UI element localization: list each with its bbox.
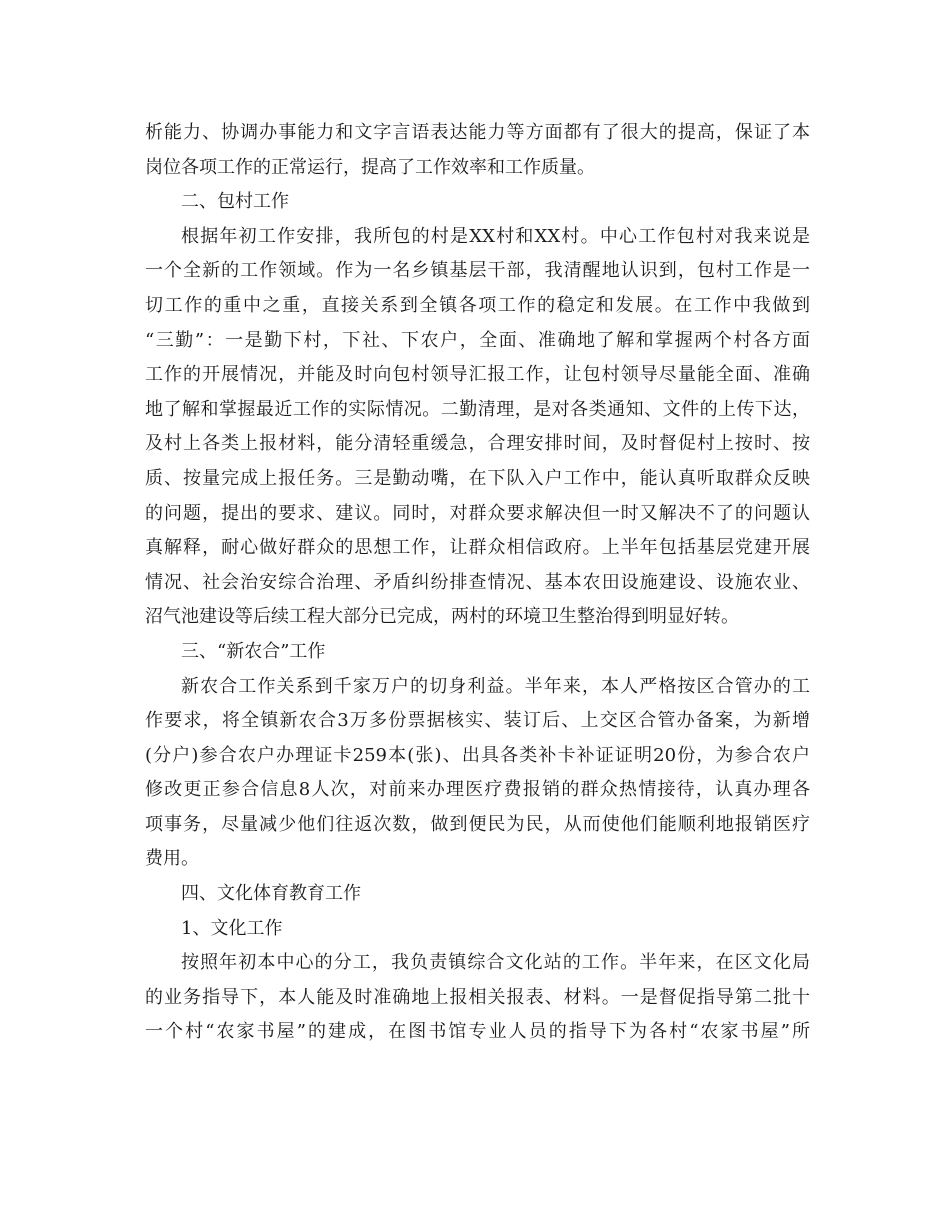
paragraph-line: 根据年初工作安排，我所包的村是XX村和XX村。中心工作包村对我来说是: [181, 225, 810, 247]
paragraph-line: 地了解和掌握最近工作的实际情况。二勤清理，是对各类通知、文件的上传下达，: [145, 398, 810, 420]
section-heading: 三、“新农合”工作: [181, 640, 326, 662]
section-heading: 四、文化体育教育工作: [181, 883, 361, 905]
paragraph-line: 费用。: [145, 848, 199, 870]
paragraph-line: 按照年初本中心的分工，我负责镇综合文化站的工作。半年来，在区文化局: [181, 952, 810, 974]
paragraph-line: 新农合工作关系到千家万户的切身利益。半年来，本人严格按区合管办的工: [181, 675, 810, 697]
paragraph-line: 项事务，尽量减少他们往返次数，做到便民为民，从而使他们能顺利地报销医疗: [145, 813, 810, 835]
paragraph-line: 一个村“农家书屋”的建成，在图书馆专业人员的指导下为各村“农家书屋”所: [145, 1021, 810, 1043]
document-body: [145, 116, 810, 1050]
paragraph-line: 沼气池建设等后续工程大部分已完成，两村的环境卫生整治得到明显好转。: [145, 606, 739, 628]
paragraph-line: (分户)参合农户办理证卡259本(张)、出具各类补卡补证证明20份，为参合农户: [145, 744, 810, 766]
paragraph-line: 的业务指导下，本人能及时准确地上报相关报表、材料。一是督促指导第二批十: [145, 986, 810, 1008]
paragraph-line: 作要求，将全镇新农合3万多份票据核实、装订后、上交区合管办备案，为新增: [145, 710, 810, 732]
paragraph-line: 及村上各类上报材料，能分清轻重缓急，合理安排时间，及时督促村上按时、按: [145, 433, 810, 455]
paragraph-line: 修改更正参合信息8人次，对前来办理医疗费报销的群众热情接待，认真办理各: [145, 779, 810, 801]
paragraph-line: 工作的开展情况，并能及时向包村领导汇报工作，让包村领导尽量能全面、准确: [145, 364, 810, 386]
section-heading: 二、包村工作: [181, 191, 289, 213]
paragraph-line: 岗位各项工作的正常运行，提高了工作效率和工作质量。: [145, 156, 595, 178]
paragraph-line: 质、按量完成上报任务。三是勤动嘴，在下队入户工作中，能认真听取群众反映: [145, 467, 810, 489]
paragraph-line: 的问题，提出的要求、建议。同时，对群众要求解决但一时又解决不了的问题认: [145, 502, 810, 524]
paragraph-line: 析能力、协调办事能力和文字言语表达能力等方面都有了很大的提高，保证了本: [145, 122, 810, 143]
paragraph-line: 一个全新的工作领域。作为一名乡镇基层干部，我清醒地认识到，包村工作是一: [145, 260, 810, 282]
paragraph-line: 情况、社会治安综合治理、矛盾纠纷排查情况、基本农田设施建设、设施农业、: [145, 571, 810, 593]
paragraph-line: “三勤”：一是勤下村，下社、下农户，全面、准确地了解和掌握两个村各方面: [145, 329, 810, 351]
paragraph-line: 真解释，耐心做好群众的思想工作，让群众相信政府。上半年包括基层党建开展: [145, 537, 810, 559]
paragraph-line: 切工作的重中之重，直接关系到全镇各项工作的稳定和发展。在工作中我做到: [145, 294, 810, 316]
section-heading: 1、文化工作: [181, 917, 283, 939]
